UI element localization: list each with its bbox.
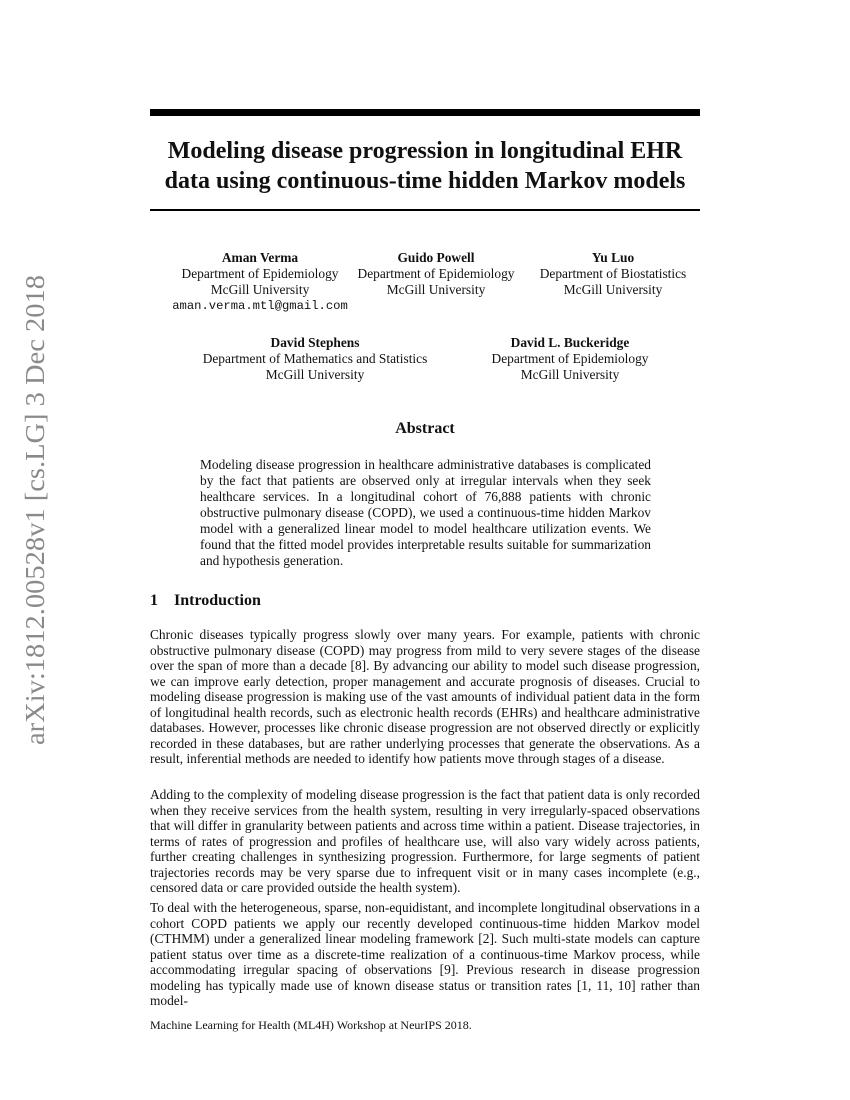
author-email: aman.verma.mtl@gmail.com [172, 299, 348, 313]
paper-title-line-1: Modeling disease progression in longitudinal EHR [167, 138, 683, 164]
author-department: Department of Epidemiology [181, 266, 339, 281]
author-block-5 [475, 335, 665, 383]
intro-paragraph-2: Adding to the complexity of modeling disease progression is the fact that patient data is only recorded when they receive services from the health system, resulting in very irregularly-spaced observations that will differ in granularity between patients and across time within a patient. Disease trajectories, in terms of rates of progression and profiles of healthcare use, will also vary widely across patients, further creating challenges in synthesizing progression. Furthermore, for large segments of patient trajectories records may be very sparse due to infrequent visit or in many cases incomplete (e.g., censored data or care provided outside the health system). [150, 787, 700, 895]
author-university: McGill University [563, 282, 663, 297]
arxiv-stamp-text: arXiv:1812.00528v1 [cs.LG] 3 Dec 2018 [20, 299, 50, 745]
paper-title-line-2: data using continuous-time hidden Markov models [164, 168, 686, 194]
section-title: Introduction [174, 592, 261, 609]
author-block-2 [346, 250, 526, 298]
author-department: Department of Biostatistics [539, 266, 687, 281]
author-university: McGill University [386, 282, 486, 297]
section-number: 1 [150, 592, 158, 609]
intro-paragraph-3: To deal with the heterogeneous, sparse, non-equidistant, and incomplete longitudinal observations in a cohort COPD patients we apply our recently developed continuous-time hidden Markov model (CTHMM) under a generalized linear modeling framework [2]. Such multi-state models can capture patient status over time as a discrete-time realization of a continuous-time Markov process, while accommodating irregular spacing of observations [9]. Previous research in disease progression modeling has typically made use of known disease status or transition rates [1, 11, 10] rather than model- [150, 900, 700, 1008]
author-name: Aman Verma [221, 250, 299, 265]
author-name: Yu Luo [591, 250, 635, 265]
author-block-3 [523, 250, 703, 298]
intro-paragraph-1: Chronic diseases typically progress slowly over many years. For example, patients with chronic obstructive pulmonary disease (COPD) may progress from mild to very severe stages of the disease over the span of more than a decade [8]. By advancing our ability to model such disease progression, we can improve early detection, proper management and accurate prognosis of diseases. Crucial to modeling disease progression is making use of the vast amounts of individual patient data in the form of longitudinal health records, such as electronic health records (EHRs) and healthcare administrative databases. However, processes like chronic disease progression are not observed directly or explicitly recorded in these databases, but are rather underlying processes that generate the observations. As a result, inferential methods are needed to identify how patients move through stages of a disease. [150, 627, 700, 766]
title-rule-bottom [150, 209, 700, 211]
paper-title [150, 136, 700, 196]
arxiv-stamp [14, 270, 54, 750]
author-department: Department of Epidemiology [491, 351, 649, 366]
title-rule-top [150, 109, 700, 116]
author-block-4 [185, 335, 445, 383]
author-university: McGill University [265, 367, 365, 382]
author-name: David Stephens [270, 335, 360, 350]
author-name: Guido Powell [397, 250, 475, 265]
author-department: Department of Epidemiology [357, 266, 515, 281]
abstract-text: Modeling disease progression in healthcare administrative databases is complicated by the fact that patients are observed only at irregular intervals when they seek healthcare services. In a longitudinal cohort of 76,888 patients with chronic obstructive pulmonary disease (COPD), we used a continuous-time hidden Markov model with a generalized linear model to model healthcare utilization events. We found that the fitted model provides interpretable results suitable for summarization and hypothesis generation. [200, 457, 651, 568]
author-university: McGill University [210, 282, 310, 297]
section-heading [150, 592, 261, 610]
author-department: Department of Mathematics and Statistics [202, 351, 428, 366]
author-block-1 [150, 250, 370, 314]
author-university: McGill University [520, 367, 620, 382]
arxiv-stamp-graphic [14, 270, 54, 750]
abstract-heading: Abstract [395, 420, 455, 437]
author-name: David L. Buckeridge [510, 335, 630, 350]
venue-footnote: Machine Learning for Health (ML4H) Workshop at NeurIPS 2018. [150, 1018, 472, 1032]
